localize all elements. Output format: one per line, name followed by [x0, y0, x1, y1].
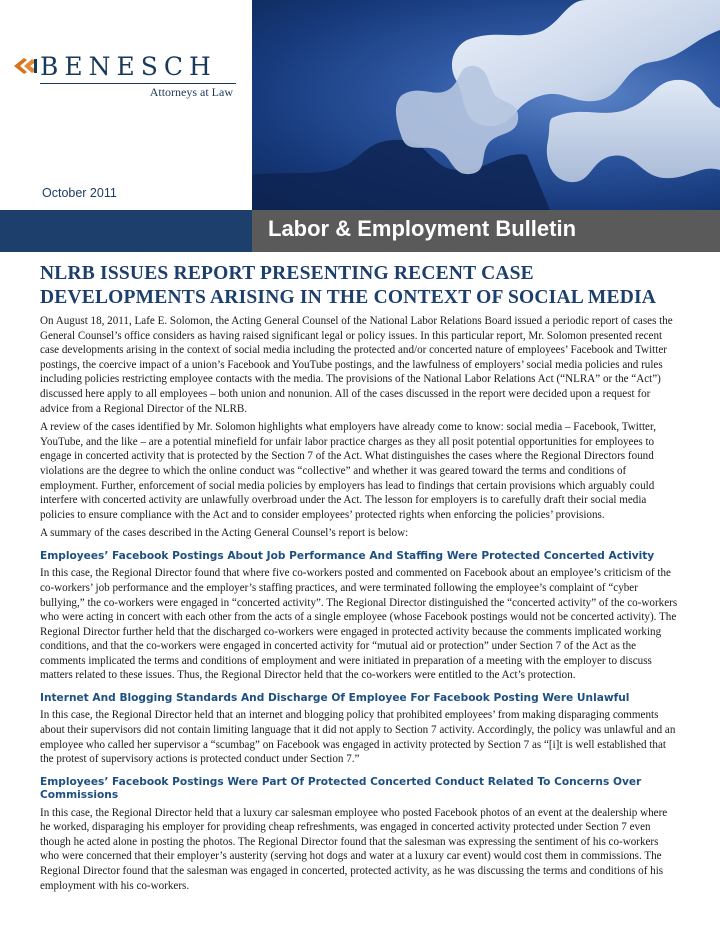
orange-diamond-mark-icon: [12, 55, 38, 77]
section-heading-2: Internet And Blogging Standards And Discharge Of Employee For Facebook Posting Were Unlawful: [40, 692, 630, 705]
issue-date: October 2011: [42, 186, 117, 200]
article-body: [40, 262, 680, 897]
intro-paragraph-3: A summary of the cases described in the Acting General Counsel’s report is below:: [40, 527, 409, 540]
section-heading-1: Employees’ Facebook Postings About Job Performance And Staffing Were Protected Concerted Activity: [40, 549, 655, 562]
puzzle-icon: [252, 0, 720, 210]
section-text-3: In this case, the Regional Director held that a luxury car salesman employee who posted Facebook photos of an event at the dealership where he worked, disparaging his employer for providing cheap refreshments, was engaged in concerted activity protected under Section 7 even though he acted alone in posting the photos. The Regional Director found that the salesman was expressing the sentiment of his co-workers who were concerned that their employer’s austerity (serving hot dogs and water at a luxury car event) would cost them in commissions. The Regional Director found that the salesman was engaged in concerted, protected activity, as he was discussing the terms and conditions of his employment with his co-workers.: [40, 806, 668, 892]
section-text-1: In this case, the Regional Director found that where five co-workers posted and commented on Facebook about an employee’s criticism of the co-workers’ job performance and the employer’s staffing practices, and were terminated following the employee’s complaint of “cyber bullying,” the co-workers were engaged in “concerted activity”. The Regional Director distinguished the “concerted activity” of the co-workers who were acting in concert with each other from the acts of a single employee (whose Facebook postings would not be concerted activity). The Regional Director further held that the discharged co-workers were engaged in protected activity because the comments implicated working conditions, and that the co-workers were engaged in concerted activity for “mutual aid or protection” under Section 7 of the Act as the comments implicated the terms and conditions of employment and were initiated in preparation of a meeting with the employer to discuss matters related to these issues. Thus, the Regional Director held that the co-workers were entitled to the Act’s protection.: [40, 567, 678, 682]
logo-wordmark: BENESCH: [40, 52, 217, 81]
intro-paragraph-2: A review of the cases identified by Mr. Solomon highlights what employers have already come to know: social media – Facebook, Twitter, YouTube, and the like – are a potential minefield for unfair labor practice charges as they all posit potential opportunities for employees to engage in concerted activity that is protected by the Section 7 of the Act. What distinguishes the cases where the Regional Directors found violations are the degree to which the online conduct was “collective” and whether it was geared toward the terms and conditions of employment. Further, enforcement of social media policies by employers has lead to findings that certain provisions which arguably could interfere with concerted activity are unlawfully overbroad under the Act. The lesson for employers is to carefully draft their social media policies to ensure compliance with the Act and to consider employees’ protected rights when enforcing the policies’ provisions.: [40, 421, 656, 521]
section-text-2: In this case, the Regional Director held that an internet and blogging policy that prohibited employees’ from making disparaging comments about their supervisors did not contain limiting language that it did not apply to Section 7 activity. Accordingly, the policy was unlawful and an employee who called her supervisor a “scumbag” on Facebook was engaged in activity protected by Section 7 as “[i]t is well established that the protest of supervisory actions is protected conduct under Section 7.”: [40, 709, 676, 766]
intro-paragraph-1: On August 18, 2011, Lafe E. Solomon, the Acting General Counsel of the National Labor Relations Board issued a periodic report of cases the General Counsel’s office considers as having raised significant legal or policy issues. In this particular report, Mr. Solomon presented recent case developments arising in the context of social media including the protected and/or concerted nature of employees’ Facebook and Twitter postings, the coercive impact of a union’s Facebook and YouTube postings, and the lawfulness of employers’ social media policies and rules including policies restricting employee contacts with the media. The provisions of the National Labor Relations Act (“NLRA” or the “Act”) discussed here apply to all employees – both union and nonunion. All of the cases discussed in the report were decided upon a request for advice from a Regional Director of the NLRB.: [40, 315, 673, 415]
puzzle-pieces-photo: [252, 0, 720, 210]
logo-tagline: Attorneys at Law: [149, 85, 233, 99]
logo-rule: [40, 83, 236, 84]
bulletin-title: Labor & Employment Bulletin: [268, 216, 577, 241]
title-band-left: [0, 210, 252, 252]
benesch-logo: [12, 52, 237, 102]
article-headline: NLRB ISSUES REPORT PRESENTING RECENT CASE DEVELOPMENTS ARISING IN THE CONTEXT OF SOCIAL MEDIA: [40, 263, 657, 308]
section-heading-3: Employees’ Facebook Postings Were Part Of Protected Concerted Conduct Related To Concerns Over Commissions: [40, 775, 642, 802]
